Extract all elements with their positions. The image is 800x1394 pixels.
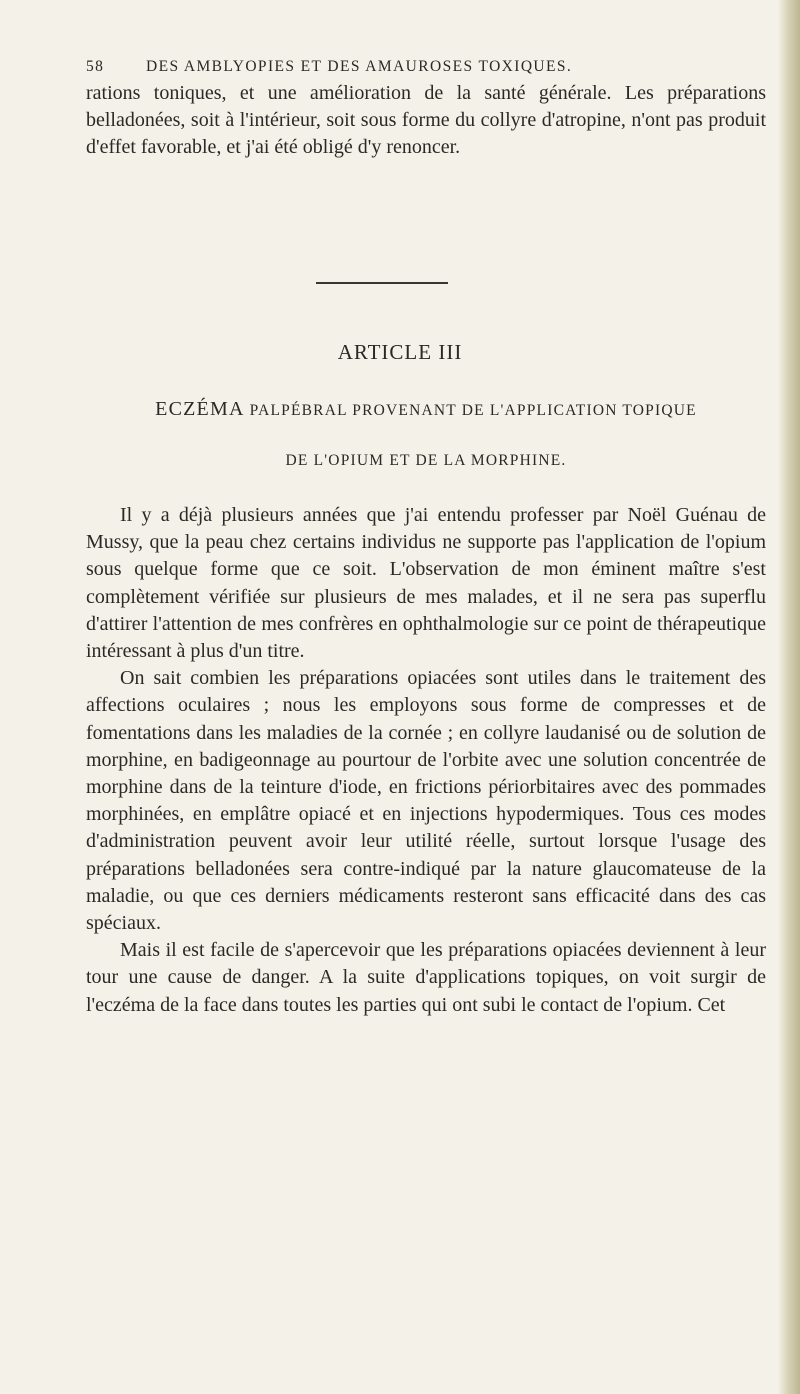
article-subheading-line-1 <box>86 398 766 421</box>
article-subheading-line-2: DE L'OPIUM ET DE LA MORPHINE. <box>285 452 567 469</box>
intro-paragraph: rations toniques, et une amélioration de la santé générale. Les préparations belladonées, soit à l'intérieur, soit sous forme du collyre d'atropine, n'ont pas produit d'effet favorable, et j'ai été obligé d'y renoncer. <box>86 82 766 159</box>
body-paragraph-3: Mais il est facile de s'apercevoir que les préparations opiacées deviennent à leur tour une cause de danger. A la suite d'applications topiques, on voit surgir de l'eczéma de la face dans toutes les parties qui ont subi le contact de l'opium. Cet <box>86 939 766 1016</box>
article-heading: ARTICLE III <box>337 340 463 364</box>
subheading-first-word: ECZÉMA <box>155 398 245 420</box>
body-paragraph-2: On sait combien les préparations opiacées sont utiles dans le traitement des affections oculaires ; nous les employons sous forme de compresses et de fomentations dans les maladies de la cornée ; en collyre laudanisé ou de solution de morphine, en badigeonnage au pourtour de l'orbite avec une solution concentrée de morphine dans de la teinture d'iode, en frictions périorbitaires avec des pommades morphinées, en emplâtre opiacé et en injections hypodermiques. Tous ces modes d'administration peuvent avoir leur utilité réelle, surtout lorsque l'usage des préparations belladonées sera contre-indiqué par la nature glaucomateuse de la maladie, ou que ces derniers médicaments resteront sans efficacité dans des cas spéciaux. <box>86 667 766 935</box>
subheading-rest: PALPÉBRAL PROVENANT DE L'APPLICATION TOPIQUE <box>244 402 697 419</box>
article-body <box>86 502 766 1019</box>
intro-paragraph-block <box>86 80 766 162</box>
page-edge-shadow <box>778 0 800 1394</box>
page-number: 58 <box>86 58 105 75</box>
section-divider <box>316 282 448 284</box>
running-title: DES AMBLYOPIES ET DES AMAUROSES TOXIQUES. <box>146 58 573 75</box>
running-header <box>86 58 726 76</box>
body-paragraph-1: Il y a déjà plusieurs années que j'ai entendu professer par Noël Guénau de Mussy, que la peau chez certains individus ne supporte pas l'application de l'opium sous quelque forme que ce soit. L'observation de mon éminent maître s'est complètement vérifiée sur plusieurs de mes malades, et il ne sera pas superflu d'attirer l'attention de mes confrères en ophthalmologie sur ce point de thérapeutique intéressant à plus d'un titre. <box>86 504 766 663</box>
